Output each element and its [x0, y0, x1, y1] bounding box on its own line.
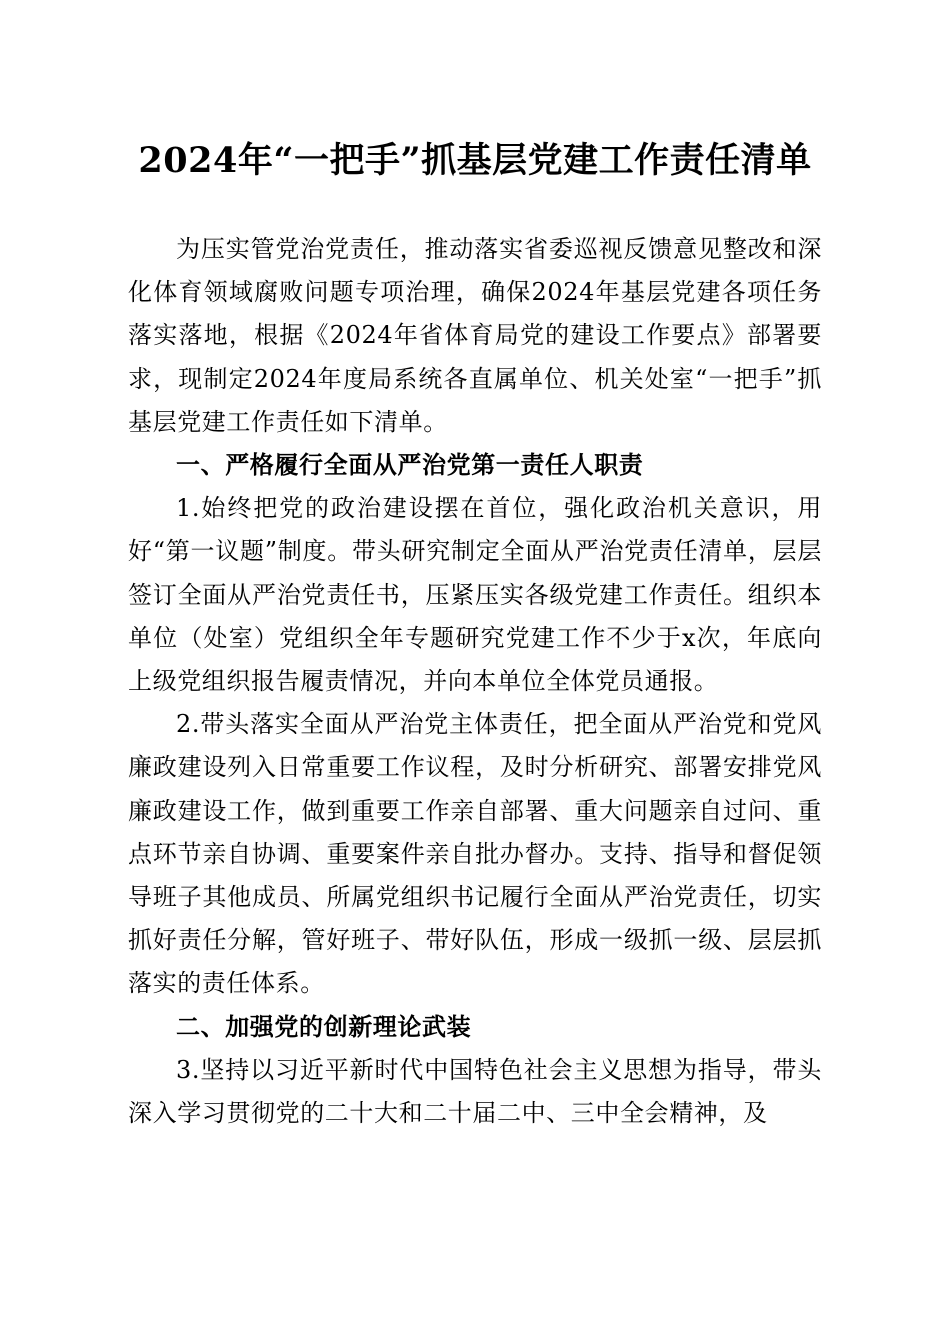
section-1-item-2: 2.带头落实全面从严治党主体责任，把全面从严治党和党风廉政建设列入日常重要工作议程，及时分析研究、部署安排党风廉政建设工作，做到重要工作亲自部署、重大问题亲自过问、重点环节亲自协调、重要案件亲自批办督办。支持、指导和督促领导班子其他成员、所属党组织书记履行全面从严治党责任，切实抓好责任分解，管好班子、带好队伍，形成一级抓一级、层层抓落实的责任体系。 — [128, 710, 822, 998]
section-heading-1: 一、严格履行全面从严治党第一责任人职责 — [176, 451, 644, 480]
section-2-item-3: 3.坚持以习近平新时代中国特色社会主义思想为指导，带头深入学习贯彻党的二十大和二十届二中、三中全会精神，及 — [128, 1055, 822, 1128]
section-1-item-1: 1.始终把党的政治建设摆在首位，强化政治机关意识，用好“第一议题”制度。带头研究制定全面从严治党责任清单，层层签订全面从严治党责任书，压紧压实各级党建工作责任。组织本单位（处室）党组织全年专题研究党建工作不少于x次，年底向上级党组织报告履责情况，并向本单位全体党员通报。 — [128, 494, 822, 696]
document-body — [128, 228, 822, 1135]
intro-paragraph: 为压实管党治党责任，推动落实省委巡视反馈意见整改和深化体育领域腐败问题专项治理，确保2024年基层党建各项任务落实落地，根据《2024年省体育局党的建设工作要点》部署要求，现制定2024年度局系统各直属单位、机关处室“一把手”抓基层党建工作责任如下清单。 — [128, 235, 822, 436]
document-title: 2024年“一把手”抓基层党建工作责任清单 — [138, 140, 812, 181]
section-heading-2: 二、加强党的创新理论武装 — [176, 1012, 472, 1041]
